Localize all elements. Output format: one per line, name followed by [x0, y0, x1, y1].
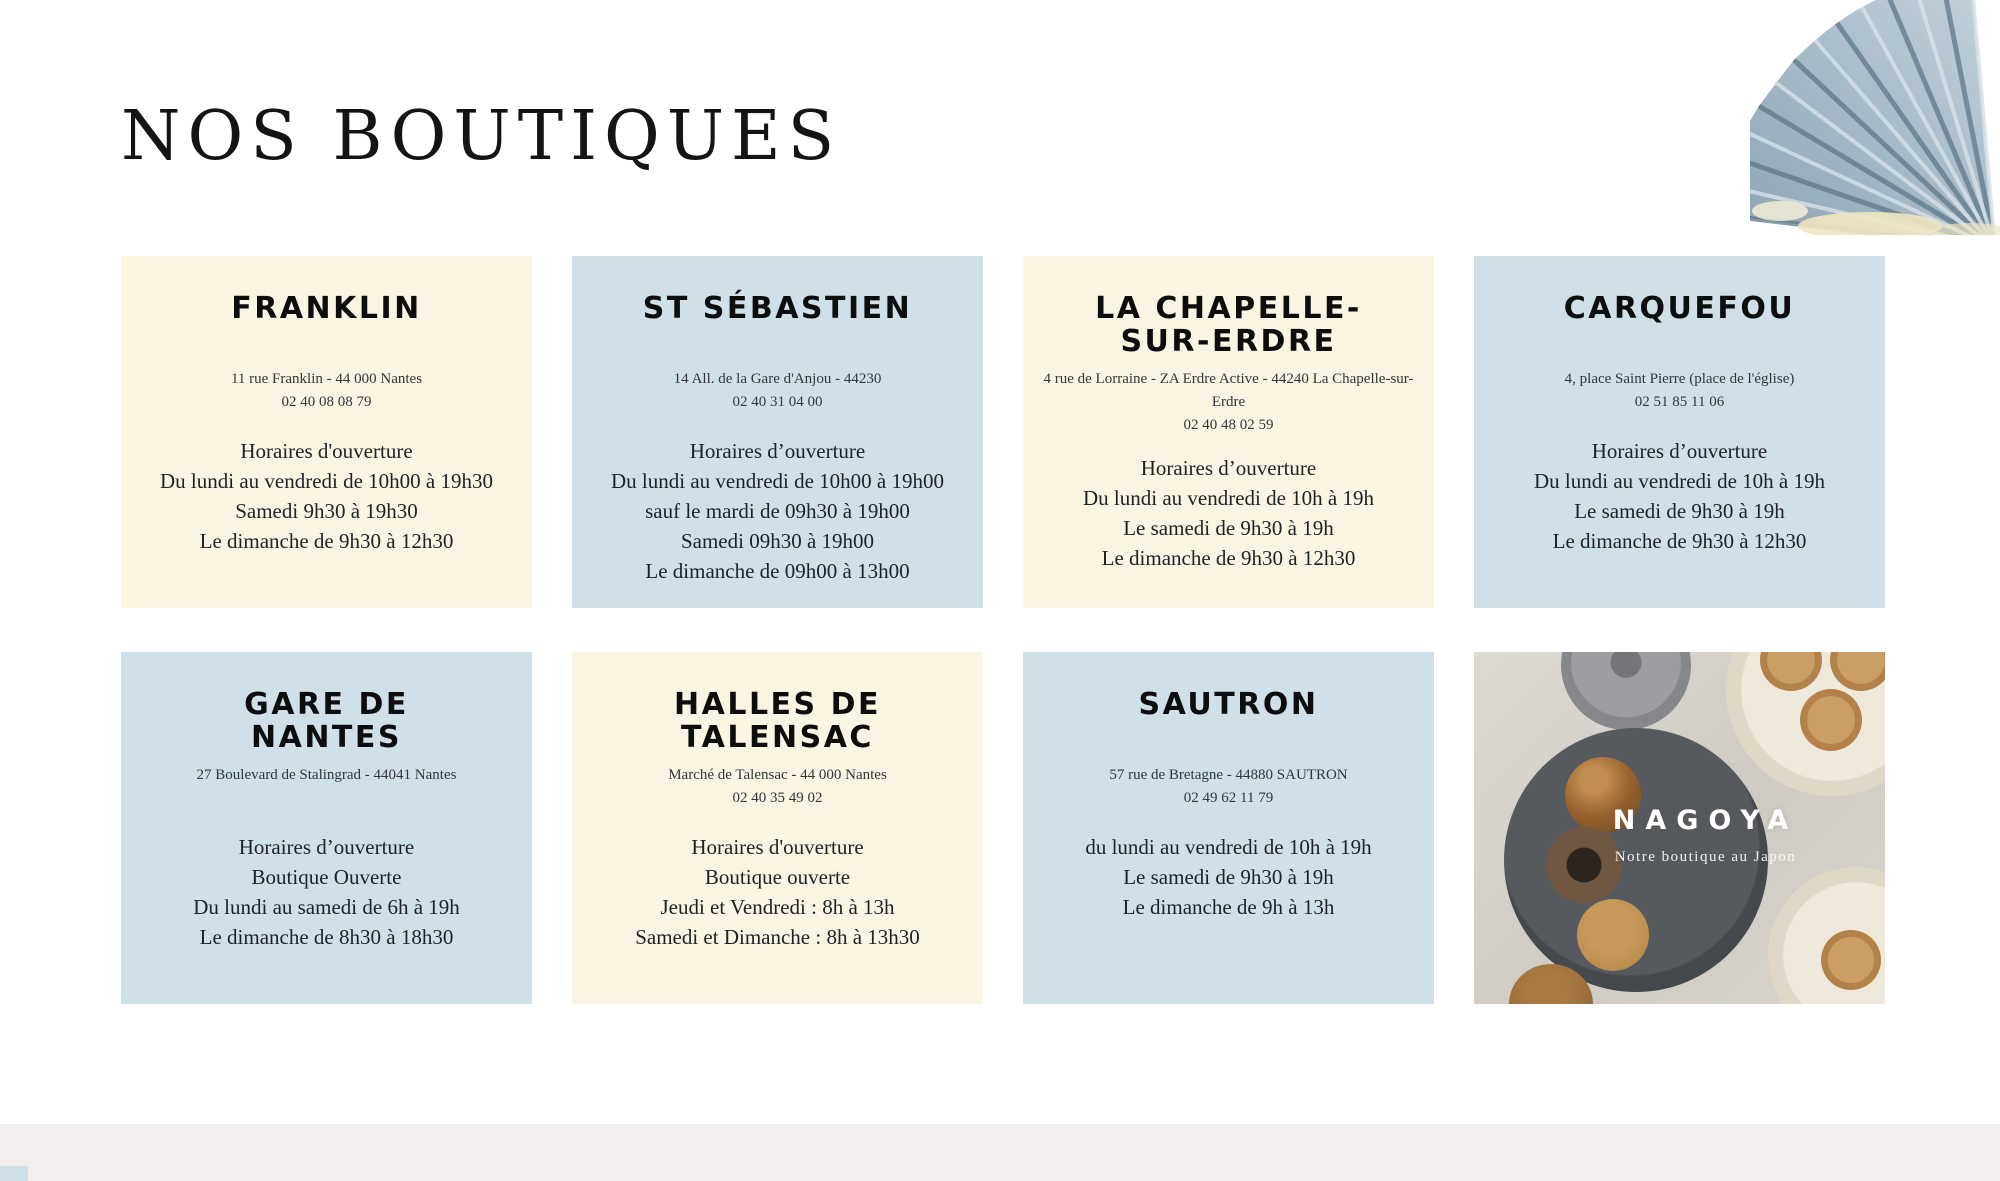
shop-card-nagoya: [1474, 652, 1885, 1004]
shop-address-line: 11 rue Franklin - 44 000 Nantes: [230, 371, 423, 387]
shop-hours-line: Horaires d'ouverture: [240, 439, 413, 463]
shop-hours-line: du lundi au vendredi de 10h à 19h: [1085, 835, 1372, 859]
shop-hours-line: Du lundi au samedi de 6h à 19h: [193, 895, 460, 919]
shop-address-line: 14 All. de la Gare d'Anjou - 44230: [673, 371, 882, 387]
shop-address: [588, 764, 967, 816]
shop-hours-line: Samedi 09h30 à 19h00: [680, 529, 875, 553]
shop-name-line: GARE DE: [244, 687, 409, 722]
shop-name-line: TALENSAC: [681, 720, 874, 755]
shop-hours-line: Le dimanche de 9h30 à 12h30: [1101, 546, 1356, 570]
shop-phone: 02 40 35 49 02: [732, 790, 823, 806]
shop-hours-line: Samedi et Dimanche : 8h à 13h30: [635, 925, 920, 949]
shop-phone: 02 40 31 04 00: [732, 394, 823, 410]
shop-name: [1490, 292, 1869, 362]
shop-address-line: 4, place Saint Pierre (place de l'église): [1564, 371, 1795, 387]
shop-hours-line: Le dimanche de 9h30 à 12h30: [199, 529, 454, 553]
shop-address: [137, 368, 516, 420]
shop-name-line: NANTES: [251, 720, 402, 755]
shop-hours-line: Horaires d’ouverture: [1591, 439, 1768, 463]
shop-phone: 02 51 85 11 06: [1634, 394, 1725, 410]
shop-address-line: 27 Boulevard de Stalingrad - 44041 Nantes: [196, 767, 457, 783]
shop-hours: [1039, 453, 1418, 573]
footer-band: [0, 1124, 2000, 1181]
shop-card-franklin: [121, 256, 532, 608]
shop-hours-line: Du lundi au vendredi de 10h00 à 19h30: [159, 469, 494, 493]
shop-name-line: SUR-ERDRE: [1120, 324, 1337, 359]
shop-hours-line: Horaires d’ouverture: [689, 439, 866, 463]
shop-hours-line: Horaires d’ouverture: [1140, 456, 1317, 480]
shop-address-line: 57 rue de Bretagne - 44880 SAUTRON: [1109, 767, 1348, 783]
shop-hours-line: Samedi 9h30 à 19h30: [235, 499, 418, 523]
shop-hours-line: Horaires d'ouverture: [691, 835, 864, 859]
shop-address: [1039, 368, 1418, 437]
shop-address: [588, 368, 967, 420]
cookie-photo-element: [1800, 689, 1862, 751]
cookie-photo-element: [1821, 930, 1881, 990]
shop-card-gare-de-nantes: [121, 652, 532, 1004]
shop-card-la-chapelle-sur-erdre: [1023, 256, 1434, 608]
shop-hours-line: Boutique Ouverte: [251, 865, 402, 889]
shop-card-st-sebastien: [572, 256, 983, 608]
shop-name-line: ST SÉBASTIEN: [642, 291, 913, 326]
shop-hours-line: Le samedi de 9h30 à 19h: [1123, 865, 1334, 889]
page-title: NOS BOUTIQUES: [121, 97, 842, 176]
shop-hours-line: Le dimanche de 9h30 à 12h30: [1552, 529, 1807, 553]
scallop-shell-icon: [1750, 0, 2000, 235]
shop-hours-line: Boutique ouverte: [704, 865, 851, 889]
shop-hours-line: Le samedi de 9h30 à 19h: [1123, 516, 1334, 540]
shop-phone: 02 49 62 11 79: [1183, 790, 1274, 806]
shop-hours-line: Du lundi au vendredi de 10h à 19h: [1082, 486, 1375, 510]
shop-name: [1039, 292, 1418, 362]
pot-lid-photo-element: [1561, 652, 1691, 730]
shop-hours-line: sauf le mardi de 09h30 à 19h00: [645, 499, 910, 523]
shop-card-sautron: [1023, 652, 1434, 1004]
sesame-bun-photo-element: [1577, 899, 1649, 971]
shop-hours: [1039, 832, 1418, 922]
shop-name: [588, 688, 967, 758]
shop-name: [137, 292, 516, 362]
shop-hours-line: Le samedi de 9h30 à 19h: [1574, 499, 1785, 523]
shop-name: [1039, 688, 1418, 758]
corner-accent: [0, 1166, 28, 1181]
shop-name: [588, 292, 967, 362]
shop-hours: [137, 436, 516, 556]
shop-address-line: Marché de Talensac - 44 000 Nantes: [668, 767, 887, 783]
shop-name-line: SAUTRON: [1138, 687, 1319, 722]
shop-hours: [137, 832, 516, 952]
shop-hours-line: Jeudi et Vendredi : 8h à 13h: [660, 895, 895, 919]
shop-hours: [1490, 436, 1869, 556]
shop-hours-line: Horaires d’ouverture: [238, 835, 415, 859]
shop-hours: [588, 436, 967, 586]
shop-address: [137, 764, 516, 816]
nagoya-caption: [1534, 807, 1877, 866]
shop-phone: 02 40 48 02 59: [1183, 417, 1274, 433]
shop-hours: [588, 832, 967, 952]
shop-name-line: FRANKLIN: [231, 291, 422, 326]
shop-phone: 02 40 08 08 79: [281, 394, 372, 410]
shop-name: [137, 688, 516, 758]
shop-card-carquefou: [1474, 256, 1885, 608]
shop-hours-line: Le dimanche de 9h à 13h: [1122, 895, 1335, 919]
shop-name-line: CARQUEFOU: [1563, 291, 1796, 326]
shop-card-halles-de-talensac: [572, 652, 983, 1004]
shop-address: [1490, 368, 1869, 420]
shop-hours-line: Le dimanche de 8h30 à 18h30: [199, 925, 454, 949]
shop-hours-line: Le dimanche de 09h00 à 13h00: [645, 559, 910, 583]
shop-name-line: HALLES DE: [674, 687, 881, 722]
shop-hours-line: Du lundi au vendredi de 10h à 19h: [1533, 469, 1826, 493]
shop-name-line: LA CHAPELLE-: [1095, 291, 1362, 326]
shop-address-line: 4 rue de Lorraine - ZA Erdre Active - 44240 La Chapelle-sur-Erdre: [1043, 371, 1414, 410]
shops-grid: [121, 256, 1885, 1004]
shop-name: NAGOYA: [1612, 805, 1799, 836]
shop-address: [1039, 764, 1418, 816]
shop-subtitle: Notre boutique au Japon: [1614, 849, 1797, 865]
shop-hours-line: Du lundi au vendredi de 10h00 à 19h00: [610, 469, 945, 493]
